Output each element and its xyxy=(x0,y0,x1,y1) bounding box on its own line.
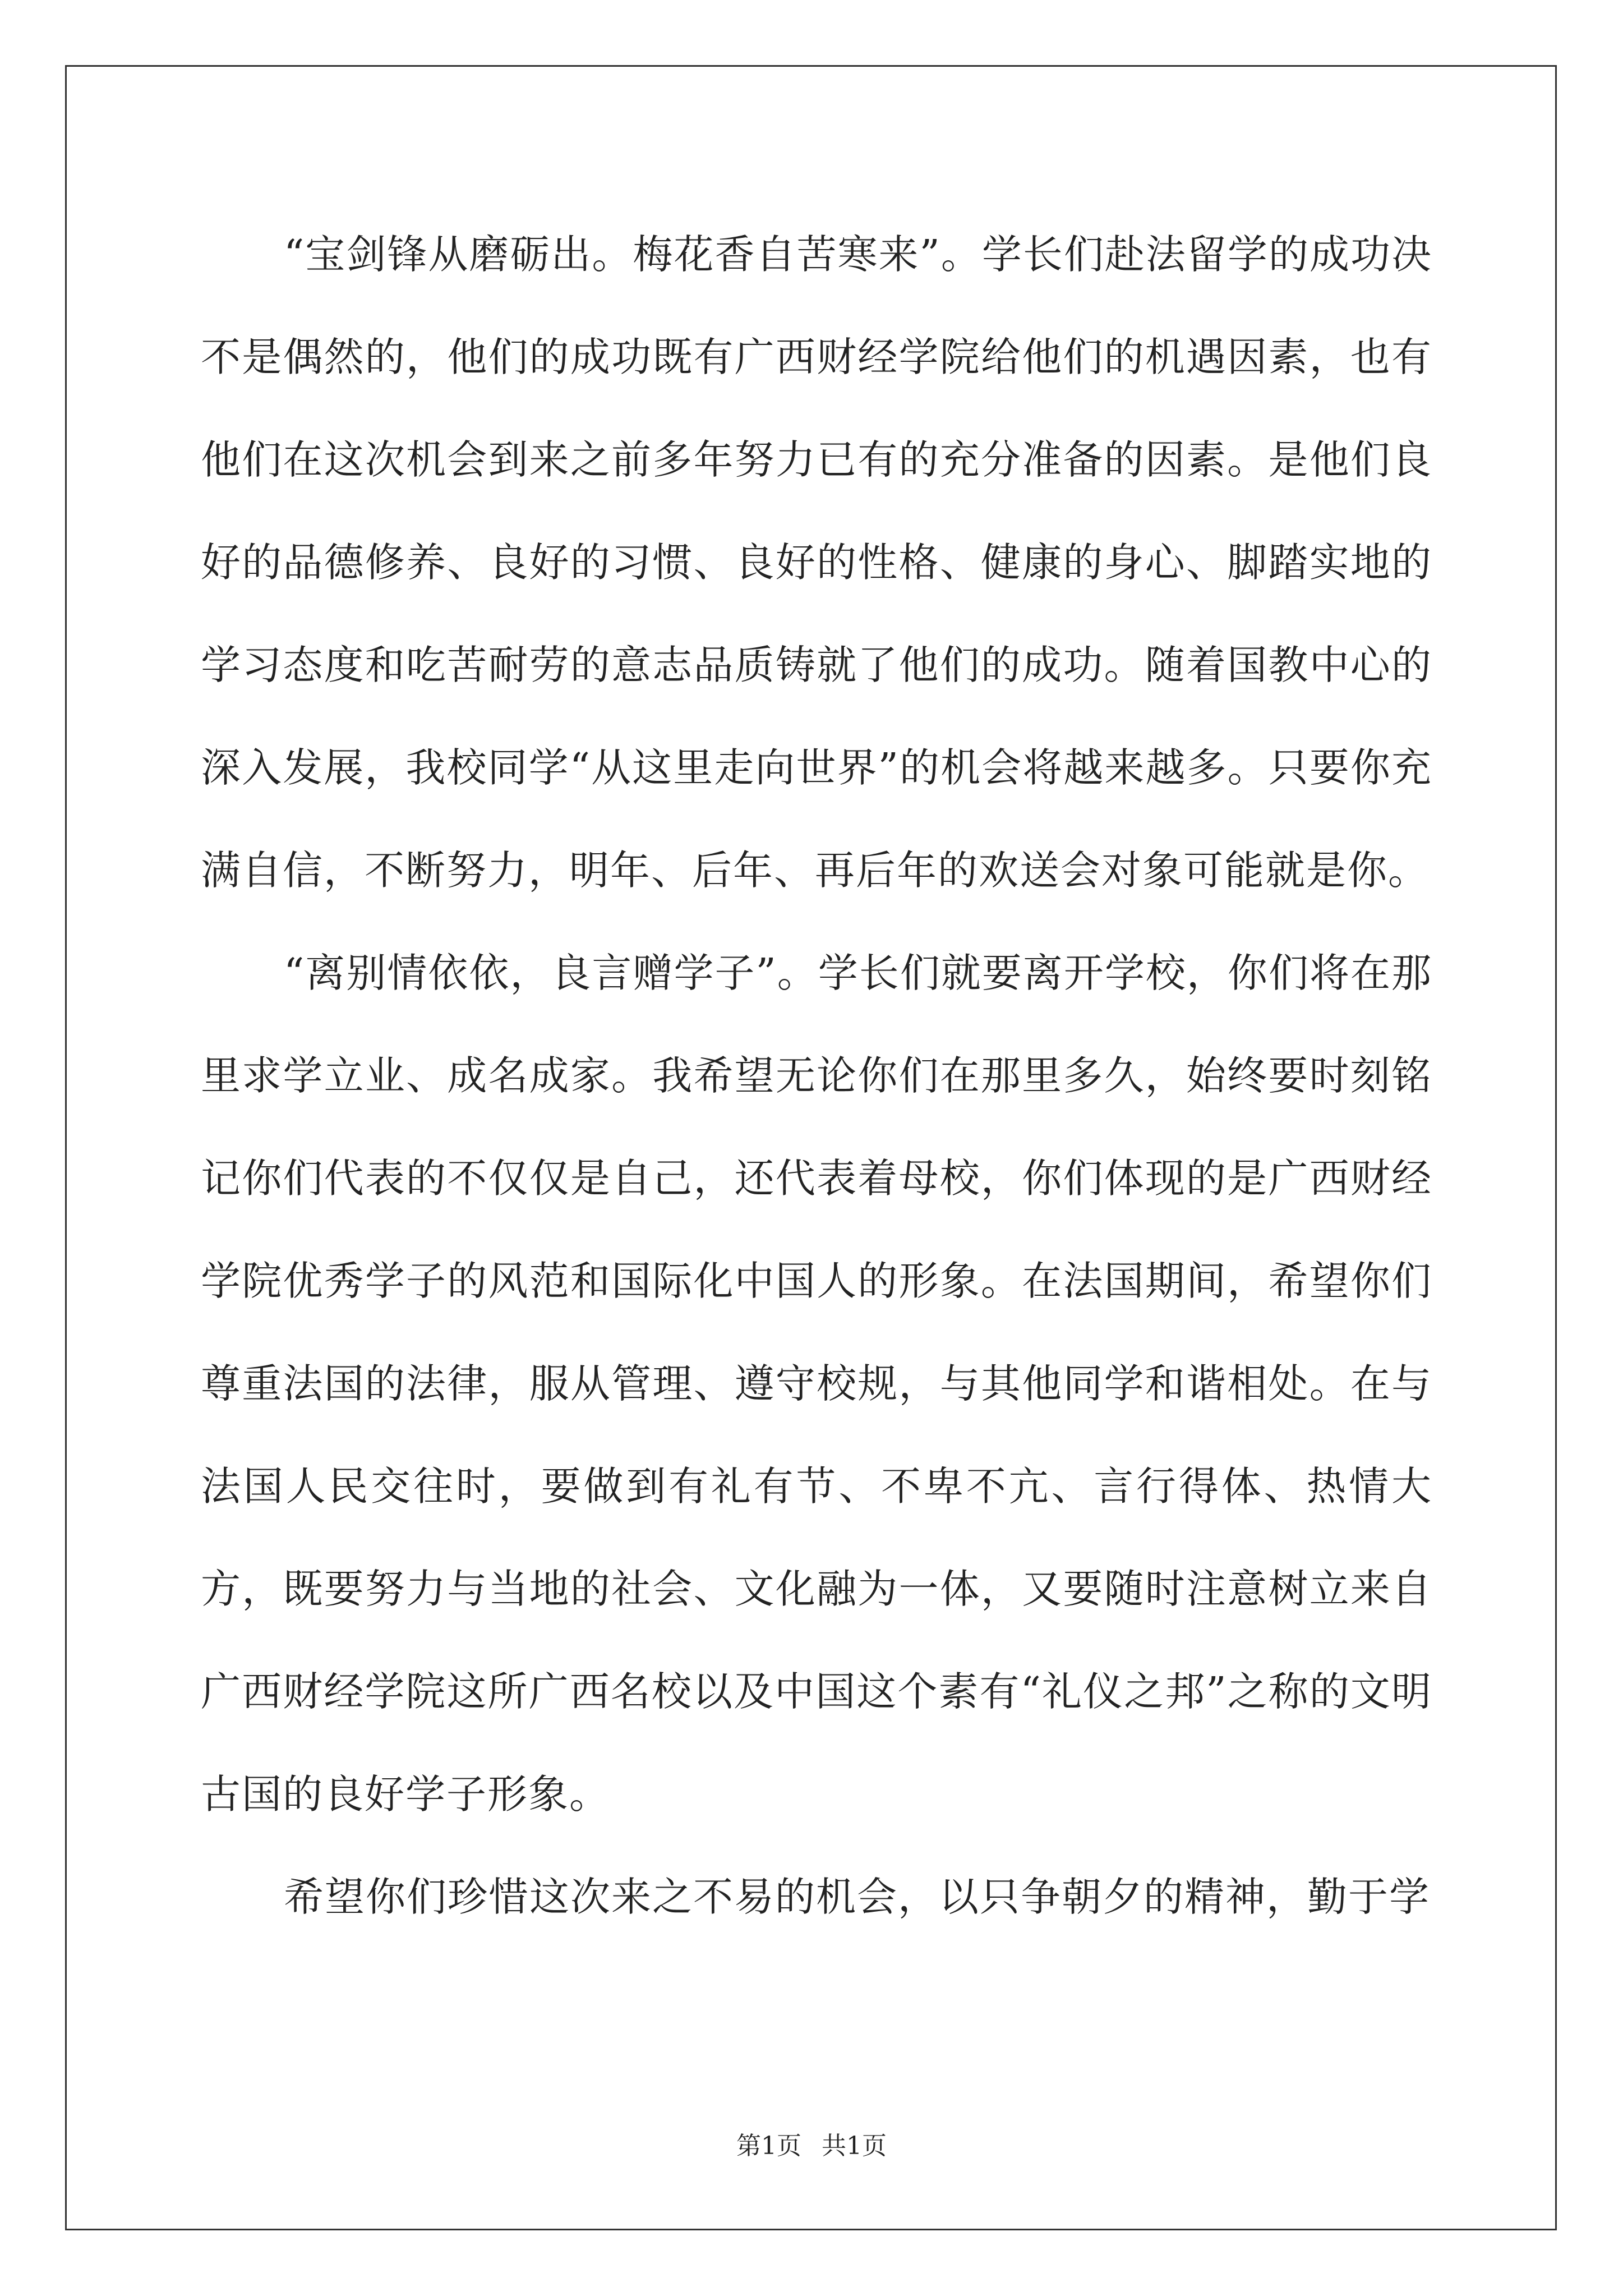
page-total: 共1页 xyxy=(822,2132,887,2160)
page-number: 第1页 xyxy=(736,2132,801,2160)
page-footer xyxy=(0,2129,1623,2163)
paragraph-3: 希望你们珍惜这次来之不易的机会，以只争朝夕的精神，勤于学 xyxy=(284,1874,1431,1920)
paragraph-2: “离别情依依，良言赠学子”。学长们就要离开学校，你们将在那里求学立业、成名成家。我希望无论你们在那里多久，始终要时刻铭记你们代表的不仅仅是自己，还代表着母校，你们体现的是广西财经学院优秀学子的风范和国际化中国人的形象。在法国期间，希望你们尊重法国的法律，服从管理、遵守校规，与其他同学和谐相处。在与法国人民交往时，要做到有礼有节、不卑不亢、言行得体、热情大方，既要努力与当地的社会、文化融为一体，又要随时注意树立来自广西财经学院这所广西名校以及中国这个素有“礼仪之邦”之称的文明古国的良好学子形象。 xyxy=(201,950,1432,1818)
document-body xyxy=(201,203,1432,1948)
paragraph-1: “宝剑锋从磨砺出。梅花香自苦寒来”。学长们赴法留学的成功决不是偶然的，他们的成功既有广西财经学院给他们的机遇因素，也有他们在这次机会到来之前多年努力已有的充分准备的因素。是他们良好的品德修养、良好的习惯、良好的性格、健康的身心、脚踏实地的学习态度和吃苦耐劳的意志品质铸就了他们的成功。随着国教中心的深入发展，我校同学“从这里走向世界”的机会将越来越多。只要你充满自信，不断努力，明年、后年、再后年的欢送会对象可能就是你。 xyxy=(201,231,1432,894)
